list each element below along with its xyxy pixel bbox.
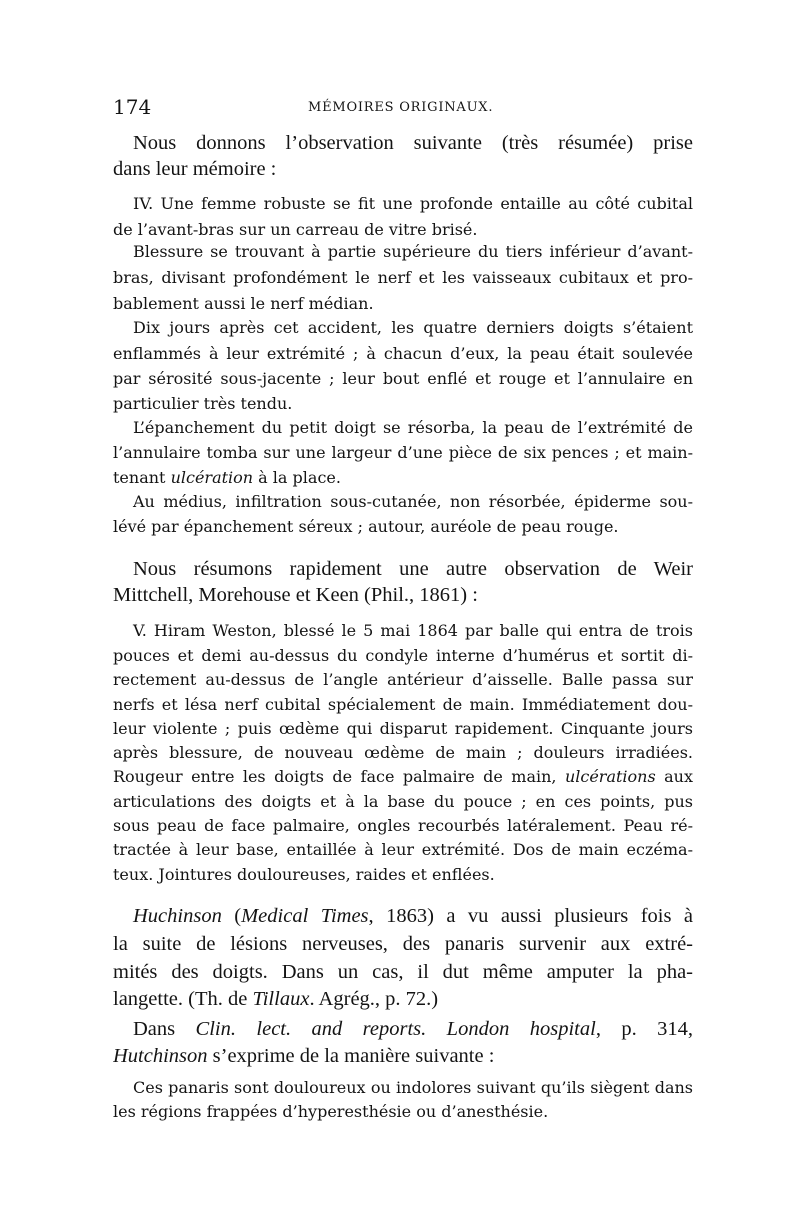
text-line [113,584,693,607]
text-line [113,294,693,313]
text-line [113,132,693,155]
text-segment: Ces panaris sont douloureux ou indolores suivant qu’ils siègent dans [133,1078,693,1097]
text-line [113,1018,693,1041]
text-segment: lévé par épanchement séreux ; autour, auréole de peau rouge. [113,517,619,536]
italic-text: ulcération [170,468,254,487]
text-line [113,933,693,956]
text-segment: l’annulaire tomba sur une largeur d’une pièce de six pences ; et main- [113,443,693,462]
text-segment: de l’avant-bras sur un carreau de vitre brisé. [113,220,478,239]
text-segment: à la place. [253,468,341,487]
text-segment: , 1863) a vu aussi plusieurs fois à [368,905,693,927]
text-segment: tenant [113,468,171,487]
italic-text: ulcérations [564,767,656,786]
text-segment: aux [655,767,693,786]
text-line [113,558,693,581]
text-segment: articulations des doigts et à la base du pouce ; en ces points, pus [113,792,693,811]
text-segment: les régions frappées d’hyperesthésie ou d’anesthésie. [113,1102,549,1121]
text-line [113,621,693,640]
text-segment: Nous résumons rapidement une autre observation de Weir [133,558,693,580]
text-segment: L’épanchement du petit doigt se résorba, la peau de l’extrémité de [133,418,693,437]
text-line [113,220,693,239]
text-segment: rectement au-dessus de l’angle antérieur d’aisselle. Balle passa sur [113,670,693,689]
text-segment: la suite de lésions nerveuses, des panaris survenir aux extré- [113,933,693,955]
text-segment: Dix jours après cet accident, les quatre derniers doigts s’étaient [133,318,693,337]
text-segment: langette. (Th. de [113,988,253,1010]
text-segment: nerfs et lésa nerf cubital spécialement de main. Immédiatement dou- [113,695,693,714]
text-line [113,268,693,287]
text-line [113,443,693,462]
text-line [113,646,693,665]
text-segment: après blessure, de nouveau œdème de main ; douleurs irradiées. [113,743,693,762]
text-line [113,840,693,859]
text-segment: Blessure se trouvant à partie supérieure du tiers inférieur d’avant- [133,242,693,261]
italic-text: Hutchinson [113,1045,208,1067]
text-segment: . Agrég., p. 72.) [309,988,439,1010]
text-segment: dans leur mémoire : [113,158,277,180]
text-segment: Mittchell, Morehouse et Keen (Phil., 1861) : [113,584,478,606]
text-line [113,816,693,835]
page-header [113,95,693,125]
text-line [113,743,693,762]
text-line [113,719,693,738]
italic-text: Medical Times [241,905,369,927]
text-line [113,394,693,413]
text-line [113,318,693,337]
text-segment: ( [221,905,242,927]
text-line [113,767,693,786]
text-line [113,1102,693,1121]
text-line [113,492,693,511]
text-line [113,865,693,884]
italic-text: Huchinson [133,905,222,927]
text-segment: tractée à leur base, entaillée à leur extrémité. Dos de main eczéma- [113,840,693,859]
text-segment: bablement aussi le nerf médian. [113,294,374,313]
text-line [113,194,693,213]
text-segment: V. Hiram Weston, blessé le 5 mai 1864 par balle qui entra de trois [133,621,693,640]
text-segment: Nous donnons l’observation suivante (très résumée) prise [133,132,693,154]
text-segment: mités des doigts. Dans un cas, il dut même amputer la pha- [113,961,693,983]
text-segment: leur violente ; puis œdème qui disparut rapidement. Cinquante jours [113,719,693,738]
text-segment: pouces et demi au-dessus du condyle interne d’humérus et sortit di- [113,646,693,665]
text-line [113,418,693,437]
text-segment: sous peau de face palmaire, ongles recourbés latéralement. Peau ré- [113,816,693,835]
running-title: MÉMOIRES ORIGINAUX. [308,100,494,115]
text-segment: IV. Une femme robuste se fit une profonde entaille au côté cubital [133,194,693,213]
text-segment: Au médius, infiltration sous-cutanée, non résorbée, épiderme sou- [133,492,693,511]
text-segment: par sérosité sous-jacente ; leur bout enflé et rouge et l’annulaire en [113,369,693,388]
text-segment: s’exprime de la manière suivante : [207,1045,495,1067]
text-line [113,344,693,363]
italic-text: Tillaux [252,988,310,1010]
text-line [113,905,693,928]
text-segment: teux. Jointures douloureuses, raides et enflées. [113,865,495,884]
text-line [113,158,693,181]
text-segment: bras, divisant profondément le nerf et les vaisseaux cubitaux et pro- [113,268,693,287]
text-line [113,670,693,689]
text-line [113,792,693,811]
text-segment: particulier très tendu. [113,394,293,413]
text-line [113,369,693,388]
text-segment: enflammés à leur extrémité ; à chacun d’eux, la peau était soulevée [113,344,693,363]
page-number: 174 [113,95,152,119]
italic-text: Clin. lect. and reports. London hospital [195,1018,596,1040]
text-segment: Dans [133,1018,196,1040]
text-line [113,468,693,487]
text-line [113,1078,693,1097]
text-segment: , p. 314, [595,1018,693,1040]
text-line [113,961,693,984]
text-line [113,695,693,714]
text-line [113,242,693,261]
text-line [113,517,693,536]
text-line [113,1045,693,1068]
text-segment: Rougeur entre les doigts de face palmaire de main, [113,767,565,786]
text-line [113,988,693,1011]
